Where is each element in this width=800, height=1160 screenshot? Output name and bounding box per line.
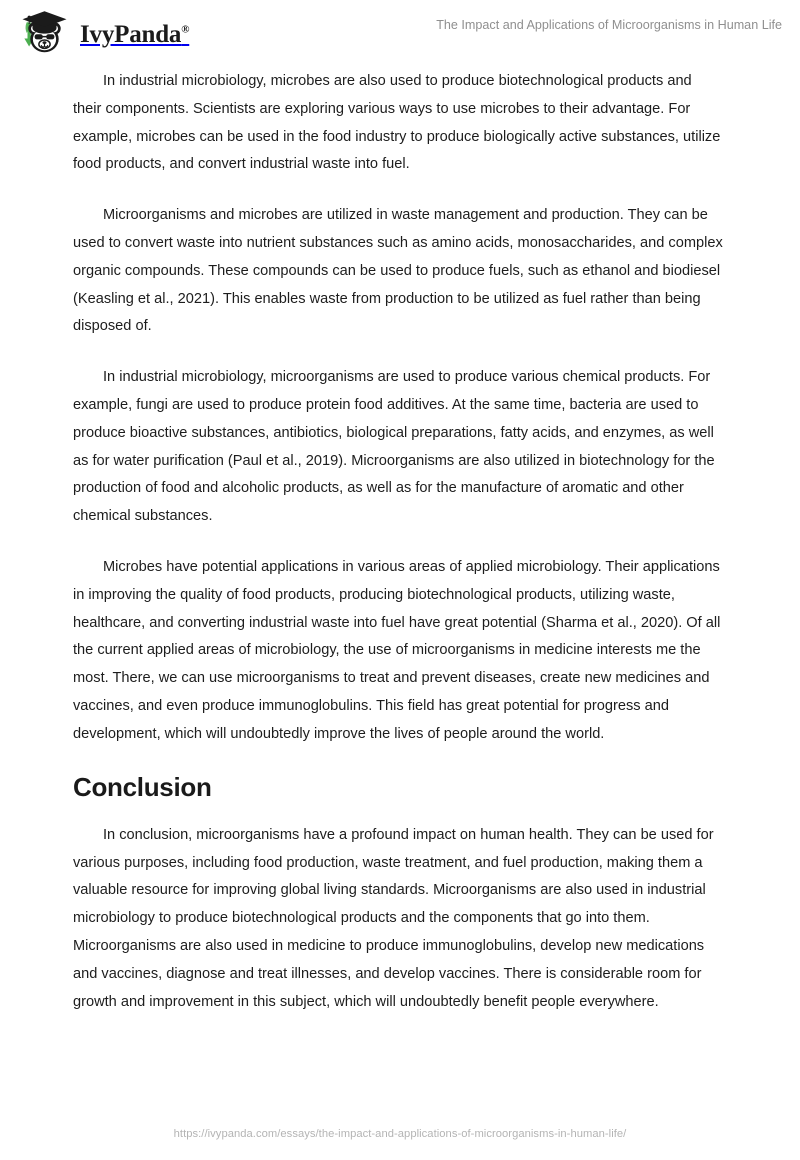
brand-logo-link[interactable] — [16, 9, 189, 57]
conclusion-paragraph: In conclusion, microorganisms have a profound impact on human health. They can be used for various purposes, including food production, waste treatment, and fuel production, making them a valuable resource for improving global living standards. Microorganisms are also used in industrial microbiology to produce biotechnological products and the components that go into them. Microorganisms are also used in medicine to produce immunoglobulins, develop new medications and vaccines, diagnose and treat illnesses, and develop vaccines. There is considerable room for growth and improvement in this subject, which will undoubtedly benefit people everywhere. — [73, 826, 714, 1010]
document-header-title: The Impact and Applications of Microorganisms in Human Life — [436, 18, 782, 32]
body-paragraph: Microbes have potential applications in various areas of applied microbiology. Their applications in improving the quality of food products, producing biotechnological products, utilizing waste, healthcare, and converting industrial waste into fuel have great potential (Sharma et al., 2020). Of all the current applied areas of microbiology, the use of microorganisms in medicine interests me the most. There, we can use microorganisms to treat and prevent diseases, create new medicines and vaccines, and even produce immunoglobulins. This field has great potential for progress and development, which will undoubtedly improve the lives of people around the world. — [73, 558, 721, 742]
body-paragraph: In industrial microbiology, microorganisms are used to produce various chemical products. For example, fungi are used to produce protein food additives. At the same time, bacteria are used to produce bioactive substances, antibiotics, biological preparations, fatty acids, and enzymes, as well as for water purification (Paul et al., 2019). Microorganisms are also utilized in biotechnology for the production of food and alcoholic products, as well as for the manufacture of aromatic and other chemical substances. — [73, 369, 715, 525]
page-footer — [0, 1124, 800, 1142]
brand-name-text: IvyPanda — [80, 20, 182, 48]
section-heading-conclusion: Conclusion — [73, 771, 212, 802]
registered-mark: ® — [181, 23, 190, 36]
body-paragraph: In industrial microbiology, microbes are also used to produce biotechnological products and their components. Scientists are exploring various ways to use microbes to their advantage. For example, microbes can be used in the food industry to produce biologically active substances, utilize food products, and convert industrial waste into fuel. — [73, 73, 721, 173]
brand-wordmark — [80, 22, 189, 47]
document-body — [73, 68, 724, 1016]
footer-source-url[interactable]: https://ivypanda.com/essays/the-impact-and-applications-of-microorganisms-in-human-life/ — [173, 1128, 627, 1140]
body-paragraph: Microorganisms and microbes are utilized in waste management and production. They can be used to convert waste into nutrient substances such as amino acids, monosaccharides, and complex organic compounds. These compounds can be used to produce fuels, such as ethanol and biodiesel (Keasling et al., 2021). This enables waste from production to be utilized as fuel rather than being disposed of. — [73, 207, 723, 335]
panda-graduation-cap-logo-icon — [16, 8, 72, 58]
page-header — [0, 0, 800, 66]
